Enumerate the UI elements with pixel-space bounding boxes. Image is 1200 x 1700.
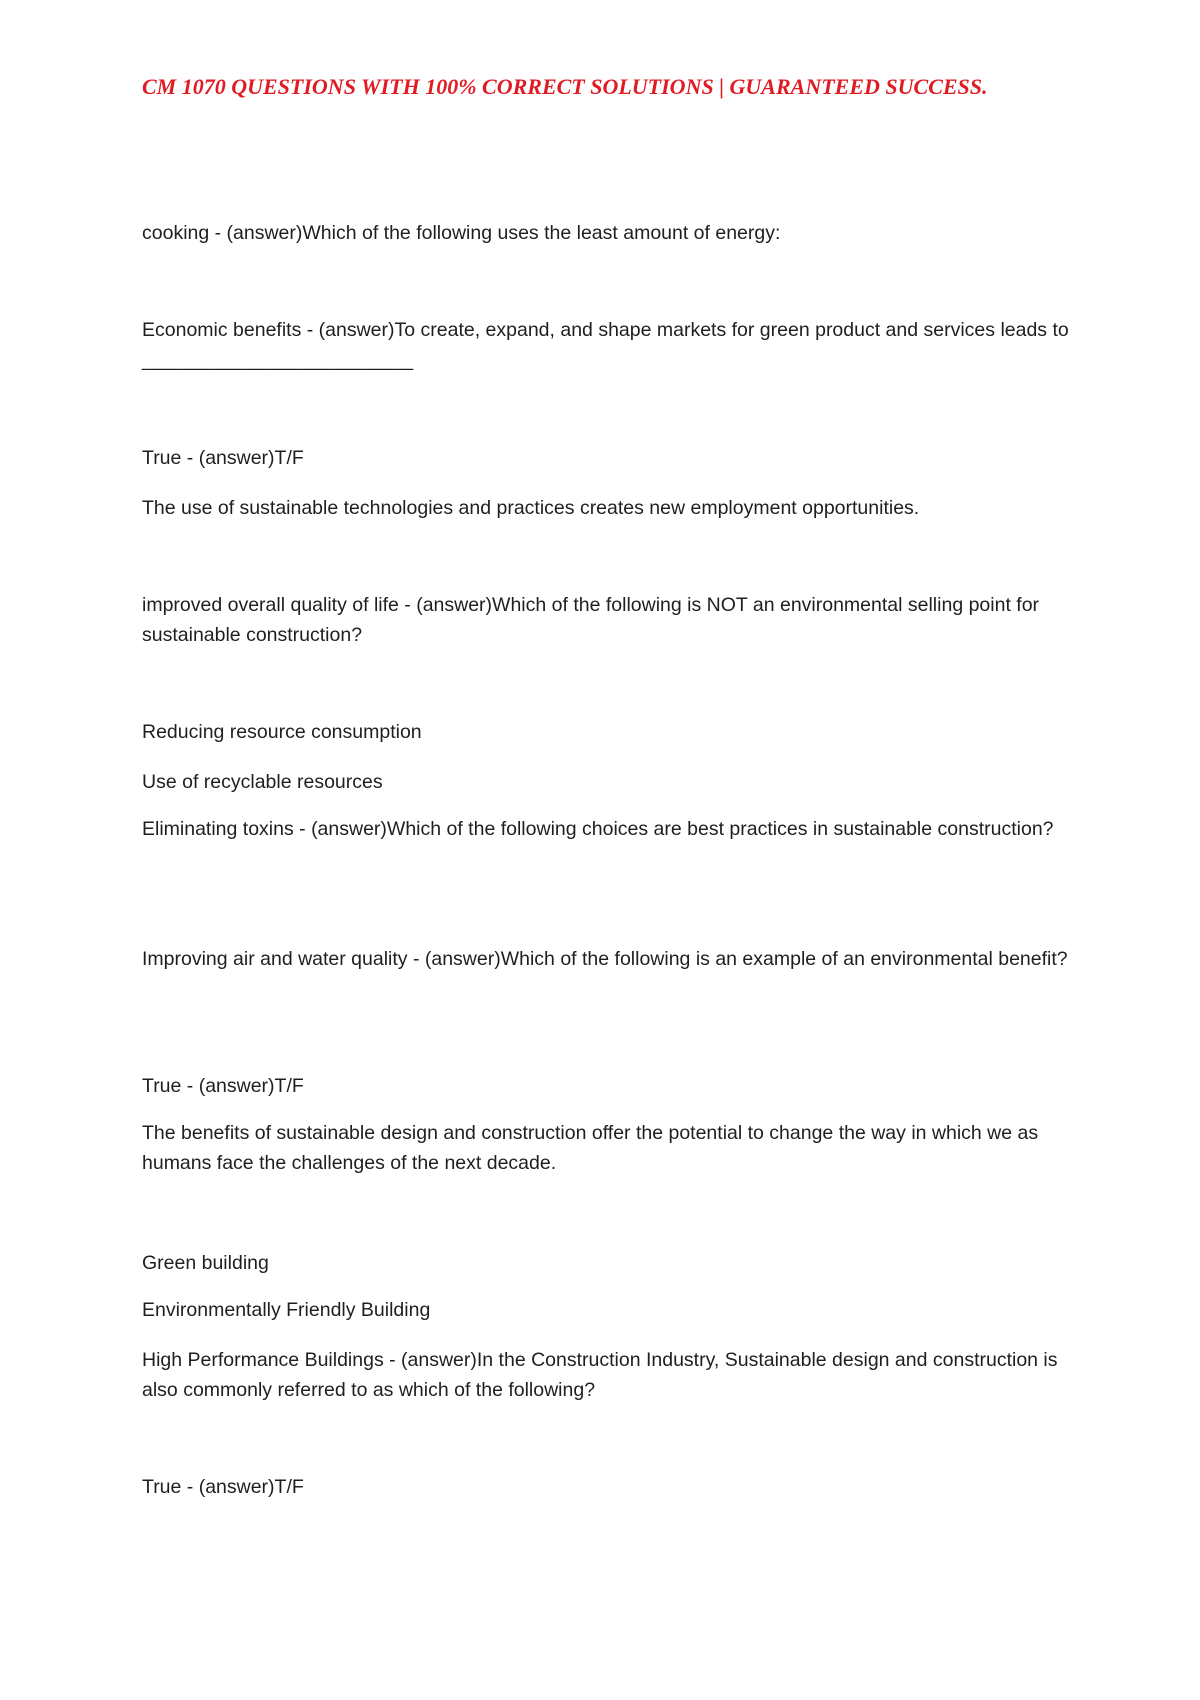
qa-line-improved-quality: improved overall quality of life - (answer)Which of the following is NOT an environmental selling point for sustainable construction? <box>142 594 1045 646</box>
qa-line-statement: The benefits of sustainable design and construction offer the potential to change the way in which we as humans face the challenges of the next decade. <box>142 1122 1044 1174</box>
qa-line-high-performance: High Performance Buildings - (answer)In the Construction Industry, Sustainable design and construction is also commonly referred to as which of the following? <box>142 1349 1063 1401</box>
qa-line-air-water-quality: Improving air and water quality - (answer)Which of the following is an example of an environmental benefit? <box>142 948 1068 970</box>
qa-line-option: Use of recyclable resources <box>142 771 383 793</box>
qa-line-cooking: cooking - (answer)Which of the following uses the least amount of energy: <box>142 222 781 244</box>
qa-line-option: Green building <box>142 1252 269 1274</box>
qa-line-option: Reducing resource consumption <box>142 721 422 743</box>
qa-line-option: Environmentally Friendly Building <box>142 1299 431 1321</box>
qa-line-eliminating-toxins: Eliminating toxins - (answer)Which of the following choices are best practices in sustainable construction? <box>142 818 1054 840</box>
qa-line-statement: The use of sustainable technologies and practices creates new employment opportunities. <box>142 497 920 519</box>
qa-line-economic-benefits: Economic benefits - (answer)To create, expand, and shape markets for green product and services leads to _________________________ <box>142 319 1075 371</box>
qa-line-true-tf: True - (answer)T/F <box>142 447 304 469</box>
document-title: CM 1070 QUESTIONS WITH 100% CORRECT SOLUTIONS | GUARANTEED SUCCESS. <box>142 74 988 99</box>
qa-line-true-tf: True - (answer)T/F <box>142 1476 304 1498</box>
qa-line-true-tf: True - (answer)T/F <box>142 1075 304 1097</box>
